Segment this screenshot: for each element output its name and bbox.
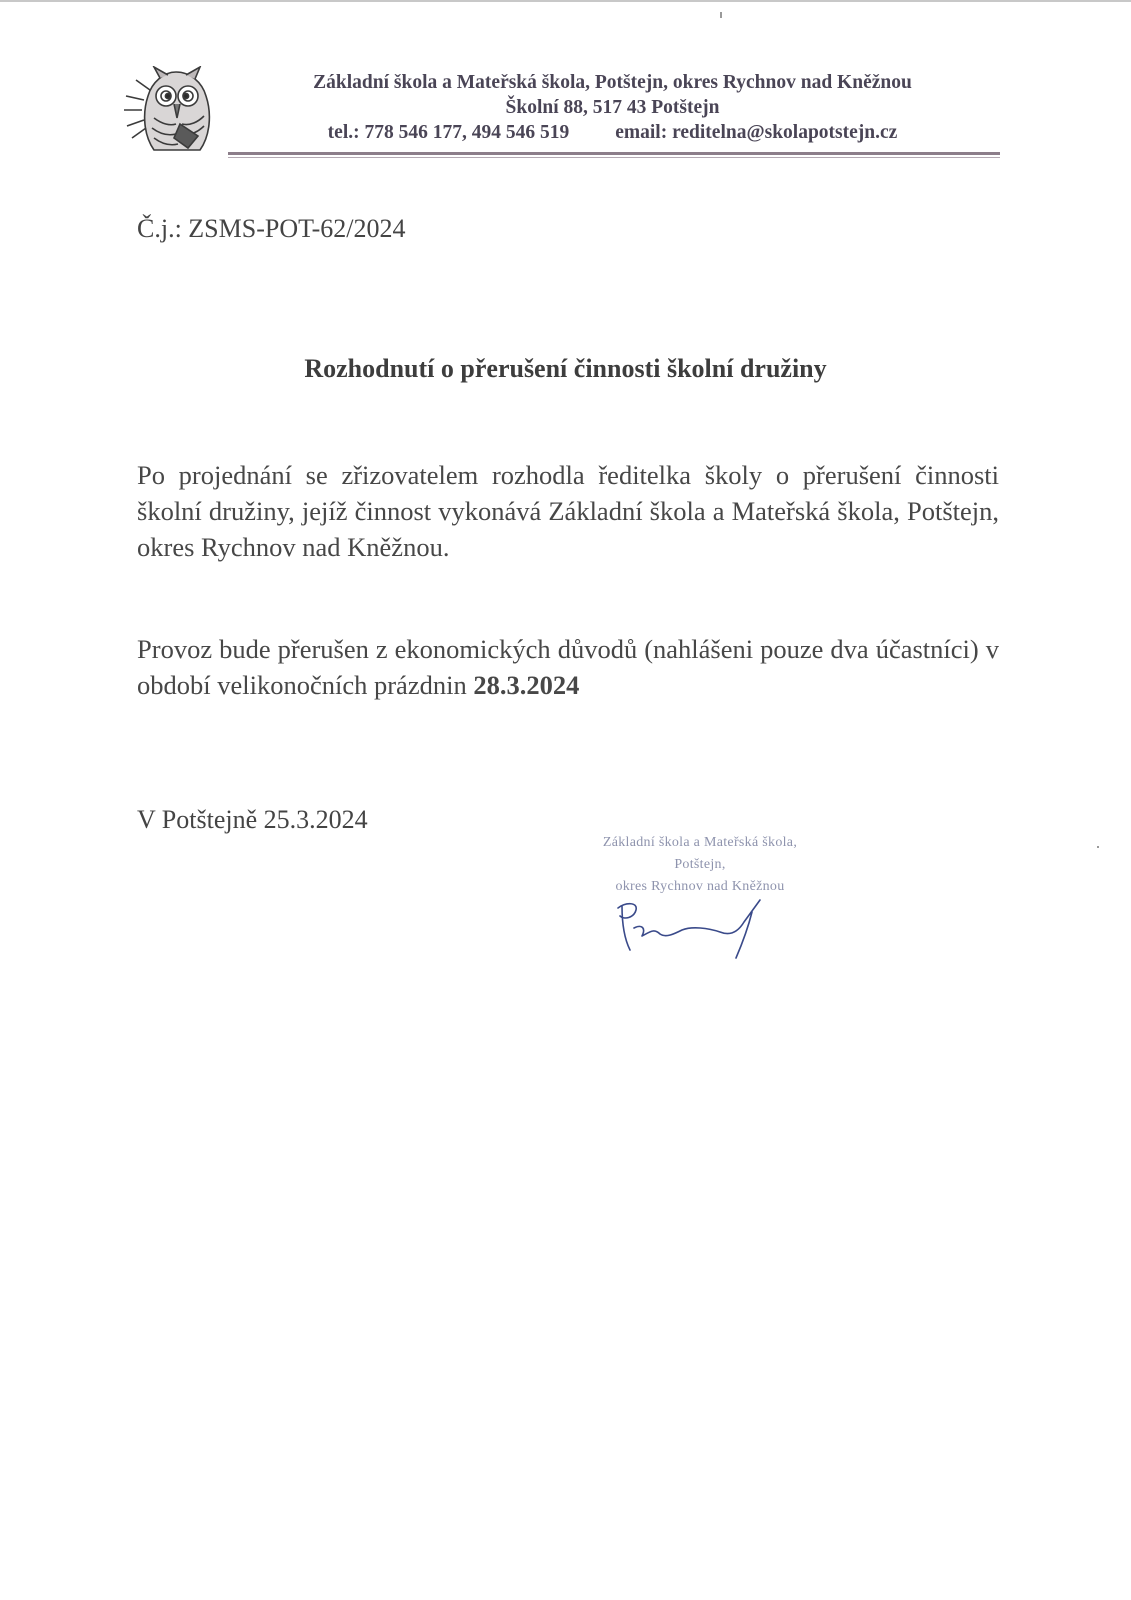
letterhead-rule <box>228 152 1000 155</box>
stamp-line-1: Základní škola a Mateřská škola, <box>602 835 798 850</box>
closure-date: 28.3.2024 <box>473 670 580 700</box>
scan-mark <box>1097 846 1099 848</box>
school-address: Školní 88, 517 43 Potštejn <box>505 97 720 118</box>
contact-line <box>225 120 1000 145</box>
scan-mark <box>720 12 722 18</box>
letterhead <box>225 70 1000 145</box>
school-stamp <box>560 832 840 898</box>
email-address: email: reditelna@skolapotstejn.cz <box>615 122 898 143</box>
paragraph-closure <box>137 631 999 703</box>
scan-top-edge <box>0 0 1131 2</box>
stamp-line-3: okres Rychnov nad Kněžnou <box>615 879 785 894</box>
signature-icon <box>612 898 782 960</box>
letterhead-rule-thin <box>228 157 1000 158</box>
phone-numbers: tel.: 778 546 177, 494 546 519 <box>327 122 570 143</box>
owl-icon <box>124 66 216 152</box>
closure-text: Provoz bude přerušen z ekonomických důvodů (nahlášeni pouze dva účastníci) v období velikonočních prázdnin <box>137 634 999 700</box>
place-and-date: V Potštejně 25.3.2024 <box>137 805 368 834</box>
school-name: Základní škola a Mateřská škola, Potštejn, okres Rychnov nad Kněžnou <box>313 72 912 93</box>
reference-number: Č.j.: ZSMS-POT-62/2024 <box>137 214 406 243</box>
stamp-line-2: Potštejn, <box>674 857 726 872</box>
paragraph-decision: Po projednání se zřizovatelem rozhodla ředitelka školy o přerušení činnosti školní družiny, jejíž činnost vykonává Základní škola a Mateřská škola, Potštejn, okres Rychnov nad Kněžnou. <box>137 460 999 562</box>
document-title: Rozhodnutí o přerušení činnosti školní družiny <box>304 354 827 383</box>
